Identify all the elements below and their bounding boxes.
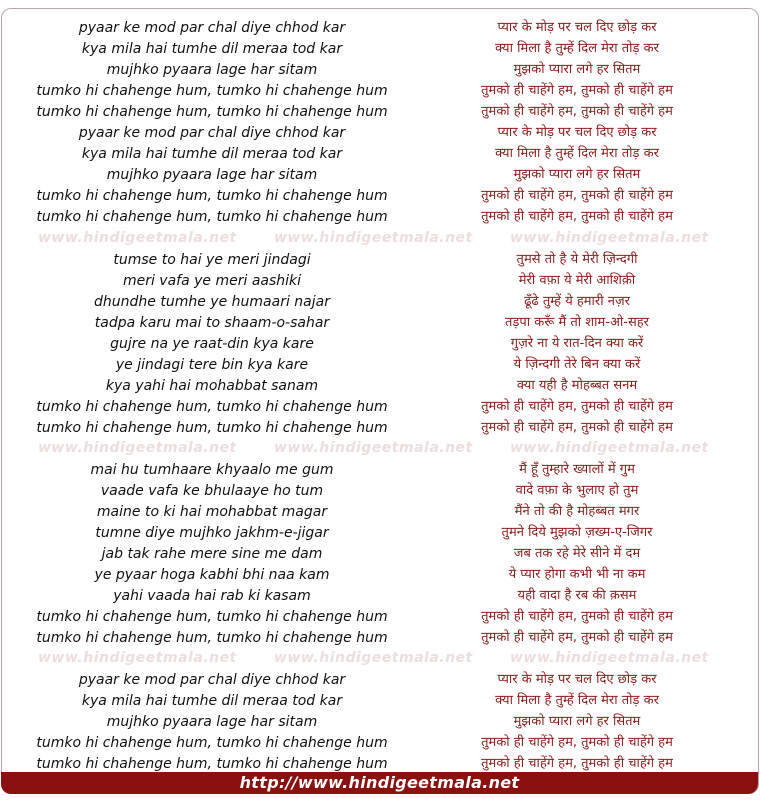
lyric-devanagari: ये प्यार होगा कभी भी ना कम	[508, 567, 646, 582]
lyric-devanagari: मुझको प्यारा लगे हर सितम	[513, 62, 641, 77]
lyric-romanized: kya mila hai tumhe dil meraa tod kar	[81, 41, 343, 57]
lyric-devanagari: तुमको ही चाहेंगे हम, तुमको ही चाहेंगे हम	[481, 609, 673, 624]
lyric-romanized: tumko hi chahenge hum, tumko hi chahenge hum	[36, 83, 388, 99]
lyric-romanized: tumne diye mujhko jakhm-e-jigar	[95, 525, 329, 541]
site-url-footer[interactable]	[1, 772, 758, 794]
lyric-line	[2, 271, 758, 292]
lyric-line	[2, 523, 758, 544]
lyric-line	[2, 250, 758, 271]
lyric-line	[2, 144, 758, 165]
lyric-romanized: maine to ki hai mohabbat magar	[96, 504, 328, 520]
lyric-devanagari: मैं हूँ तुम्हारे ख्यालों में गुम	[519, 462, 635, 477]
lyric-line	[2, 481, 758, 502]
lyric-line	[2, 102, 758, 123]
lyric-devanagari: तुमको ही चाहेंगे हम, तुमको ही चाहेंगे हम	[481, 420, 673, 435]
lyric-romanized: mujhko pyaara lage har sitam	[106, 714, 318, 730]
lyric-line	[2, 313, 758, 334]
lyric-romanized: tumko hi chahenge hum, tumko hi chahenge hum	[36, 609, 388, 625]
lyric-line	[2, 376, 758, 397]
lyric-devanagari: ढूँढे तुम्हें ये हमारी नज़र	[524, 294, 630, 309]
lyric-romanized: jab tak rahe mere sine me dam	[101, 546, 323, 562]
watermark-band	[2, 228, 758, 250]
lyric-line	[2, 502, 758, 523]
lyric-devanagari: क्या यही है मोहब्बत सनम	[516, 378, 638, 393]
lyric-romanized: dhundhe tumhe ye humaari najar	[94, 294, 330, 310]
lyric-romanized: ye pyaar hoga kabhi bhi naa kam	[94, 567, 330, 583]
lyric-line	[2, 586, 758, 607]
lyric-line	[2, 628, 758, 649]
lyric-devanagari: प्यार के मोड़ पर चल दिए छोड़ कर	[497, 672, 657, 687]
lyric-romanized: gujre na ye raat-din kya kare	[110, 336, 314, 352]
lyric-line	[2, 207, 758, 228]
lyric-line	[2, 460, 758, 481]
lyric-line	[2, 81, 758, 102]
watermark-text: www.hindigeetmala.net	[274, 230, 473, 246]
lyric-romanized: tumko hi chahenge hum, tumko hi chahenge hum	[36, 209, 388, 225]
watermark-text: www.hindigeetmala.net	[38, 440, 237, 456]
lyric-devanagari: तुमको ही चाहेंगे हम, तुमको ही चाहेंगे हम	[481, 83, 673, 98]
lyric-devanagari: जब तक रहे मेरे सीने में दम	[513, 546, 641, 561]
watermark-text: www.hindigeetmala.net	[510, 230, 709, 246]
lyric-line	[2, 712, 758, 733]
lyric-romanized: tumko hi chahenge hum, tumko hi chahenge hum	[36, 399, 388, 415]
lyric-romanized: tumse to hai ye meri jindagi	[113, 252, 311, 268]
site-url-link[interactable]: http://www.hindigeetmala.net	[239, 773, 520, 792]
lyric-romanized: kya yahi hai mohabbat sanam	[105, 378, 319, 394]
lyric-romanized: tumko hi chahenge hum, tumko hi chahenge hum	[36, 756, 388, 772]
lyric-devanagari: तुमको ही चाहेंगे हम, तुमको ही चाहेंगे हम	[481, 209, 673, 224]
lyric-romanized: kya mila hai tumhe dil meraa tod kar	[81, 693, 343, 709]
lyric-devanagari: मैंने तो की है मोहब्बत मगर	[514, 504, 640, 519]
lyric-line	[2, 39, 758, 60]
lyric-devanagari: ये ज़िन्दगी तेरे बिन क्या करें	[513, 357, 641, 372]
lyric-line	[2, 60, 758, 81]
lyric-romanized: tumko hi chahenge hum, tumko hi chahenge hum	[36, 735, 388, 751]
lyric-romanized: tumko hi chahenge hum, tumko hi chahenge hum	[36, 104, 388, 120]
lyric-line	[2, 565, 758, 586]
watermark-text: www.hindigeetmala.net	[274, 440, 473, 456]
lyric-devanagari: तुमको ही चाहेंगे हम, तुमको ही चाहेंगे हम	[481, 188, 673, 203]
lyric-devanagari: तड़पा करूँ मैं तो शाम-ओ-सहर	[505, 315, 649, 330]
lyric-romanized: tumko hi chahenge hum, tumko hi chahenge hum	[36, 188, 388, 204]
lyric-devanagari: तुमसे तो है ये मेरी ज़िन्दगी	[516, 252, 638, 267]
lyric-devanagari: क्या मिला है तुम्हें दिल मेरा तोड़ कर	[495, 693, 659, 708]
lyric-romanized: tumko hi chahenge hum, tumko hi chahenge hum	[36, 630, 388, 646]
lyric-line	[2, 691, 758, 712]
lyric-line	[2, 733, 758, 754]
lyric-romanized: vaade vafa ke bhulaaye ho tum	[100, 483, 324, 499]
lyric-line	[2, 292, 758, 313]
lyric-romanized: tadpa karu mai to shaam-o-sahar	[94, 315, 330, 331]
lyric-devanagari: तुमको ही चाहेंगे हम, तुमको ही चाहेंगे हम	[481, 104, 673, 119]
watermark-text: www.hindigeetmala.net	[38, 230, 237, 246]
watermark-text: www.hindigeetmala.net	[38, 650, 237, 666]
lyric-line	[2, 18, 758, 39]
lyric-devanagari: तुमको ही चाहेंगे हम, तुमको ही चाहेंगे हम	[481, 399, 673, 414]
lyric-line	[2, 123, 758, 144]
lyric-devanagari: क्या मिला है तुम्हें दिल मेरा तोड़ कर	[495, 41, 659, 56]
lyric-devanagari: क्या मिला है तुम्हें दिल मेरा तोड़ कर	[495, 146, 659, 161]
lyric-romanized: mujhko pyaara lage har sitam	[106, 62, 318, 78]
lyric-romanized: mujhko pyaara lage har sitam	[106, 167, 318, 183]
watermark-text: www.hindigeetmala.net	[274, 650, 473, 666]
lyric-romanized: meri vafa ye meri aashiki	[122, 273, 302, 289]
lyric-line	[2, 418, 758, 439]
watermark-band	[2, 438, 758, 460]
lyric-romanized: kya mila hai tumhe dil meraa tod kar	[81, 146, 343, 162]
lyric-devanagari: यही वादा है रब की क़सम	[517, 588, 637, 603]
lyric-romanized: mai hu tumhaare khyaalo me gum	[90, 462, 334, 478]
lyric-devanagari: तुमने दिये मुझको ज़ख्म-ए-जिगर	[501, 525, 653, 540]
lyric-line	[2, 355, 758, 376]
lyric-romanized: yahi vaada hai rab ki kasam	[113, 588, 311, 604]
lyric-line	[2, 670, 758, 691]
lyric-romanized: pyaar ke mod par chal diye chhod kar	[78, 125, 346, 141]
lyric-devanagari: मेरी वफ़ा ये मेरी आशिक़ी	[518, 273, 636, 288]
lyric-devanagari: मुझको प्यारा लगे हर सितम	[513, 714, 641, 729]
lyric-romanized: pyaar ke mod par chal diye chhod kar	[78, 20, 346, 36]
lyric-devanagari: गुज़रे ना ये रात-दिन क्या करें	[510, 336, 644, 351]
lyrics-card	[1, 8, 759, 794]
watermark-band	[2, 648, 758, 670]
lyric-romanized: pyaar ke mod par chal diye chhod kar	[78, 672, 346, 688]
lyric-romanized: ye jindagi tere bin kya kare	[115, 357, 309, 373]
lyric-devanagari: वादे वफ़ा के भुलाए हो तुम	[515, 483, 639, 498]
lyric-line	[2, 334, 758, 355]
watermark-text: www.hindigeetmala.net	[510, 650, 709, 666]
lyric-devanagari: तुमको ही चाहेंगे हम, तुमको ही चाहेंगे हम	[481, 735, 673, 750]
lyric-devanagari: मुझको प्यारा लगे हर सितम	[513, 167, 641, 182]
lyric-line	[2, 397, 758, 418]
lyric-line	[2, 165, 758, 186]
watermark-text: www.hindigeetmala.net	[510, 440, 709, 456]
lyric-line	[2, 607, 758, 628]
lyric-devanagari: प्यार के मोड़ पर चल दिए छोड़ कर	[497, 20, 657, 35]
lyric-devanagari: तुमको ही चाहेंगे हम, तुमको ही चाहेंगे हम	[481, 756, 673, 771]
lyric-devanagari: तुमको ही चाहेंगे हम, तुमको ही चाहेंगे हम	[481, 630, 673, 645]
lyric-line	[2, 544, 758, 565]
lyric-romanized: tumko hi chahenge hum, tumko hi chahenge hum	[36, 420, 388, 436]
lyric-line	[2, 186, 758, 207]
lyric-devanagari: प्यार के मोड़ पर चल दिए छोड़ कर	[497, 125, 657, 140]
